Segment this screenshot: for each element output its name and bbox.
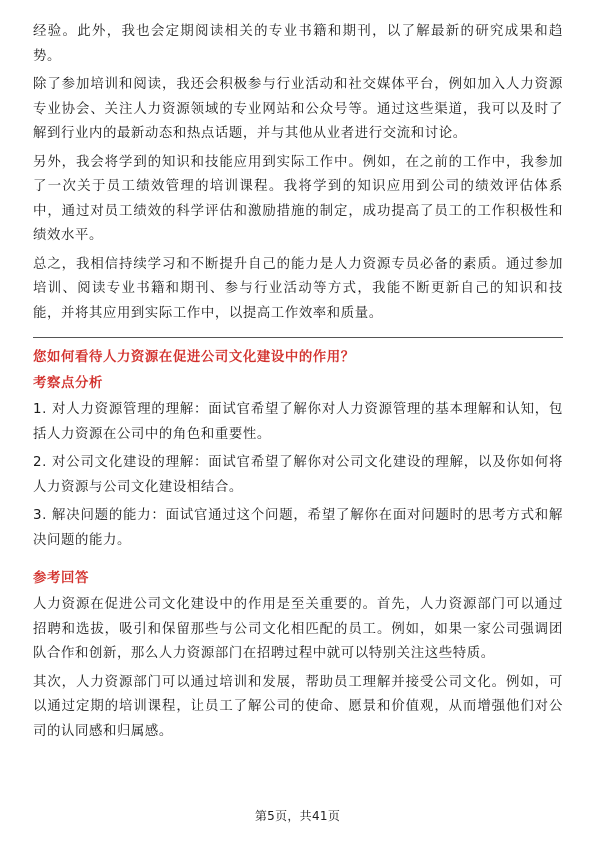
analysis-item: 1. 对人力资源管理的理解：面试官希望了解你对人力资源管理的基本理解和认知，包括人力资源在公司中的角色和重要性。 — [33, 402, 563, 442]
page-content — [33, 20, 563, 748]
intro-paragraph: 另外，我会将学到的知识和技能应用到实际工作中。例如，在之前的工作中，我参加了一次关于员工绩效管理的培训课程。我将学到的知识应用到公司的绩效评估体系中，通过对员工绩效的科学评估和激励措施的制定，成功提高了员工的工作积极性和绩效水平。 — [33, 154, 563, 243]
analysis-item: 2. 对公司文化建设的理解：面试官希望了解你对公司文化建设的理解，以及你如何将人力资源与公司文化建设相结合。 — [33, 455, 563, 495]
spacer — [33, 557, 563, 567]
intro-paragraph: 总之，我相信持续学习和不断提升自己的能力是人力资源专员必备的素质。通过参加培训、阅读专业书籍和期刊、参与行业活动等方式，我能不断更新自己的知识和技能，并将其应用到实际工作中，以提高工作效率和质量。 — [33, 256, 563, 321]
intro-paragraph: 除了参加培训和阅读，我还会积极参与行业活动和社交媒体平台，例如加入人力资源专业协会、关注人力资源领域的专业网站和公众号等。通过这些渠道，我可以及时了解到行业内的最新动态和热点话题，并与其他从业者进行交流和讨论。 — [33, 77, 563, 141]
section-divider — [33, 337, 563, 338]
answer-title: 参考回答 — [33, 571, 89, 586]
intro-paragraph: 经验。此外，我也会定期阅读相关的专业书籍和期刊，以了解最新的研究成果和趋势。 — [33, 24, 563, 64]
analysis-title: 考察点分析 — [33, 376, 103, 391]
question-heading: 您如何看待人力资源在促进公司文化建设中的作用？ — [33, 350, 355, 365]
analysis-item: 3. 解决问题的能力：面试官通过这个问题，希望了解你在面对问题时的思考方式和解决问题的能力。 — [33, 508, 563, 548]
answer-paragraph: 人力资源在促进公司文化建设中的作用是至关重要的。首先，人力资源部门可以通过招聘和选拔，吸引和保留那些与公司文化相匹配的员工。例如，如果一家公司强调团队合作和创新，那么人力资源部门在招聘过程中就可以特别关注这些特质。 — [33, 597, 563, 661]
answer-paragraph: 其次，人力资源部门可以通过培训和发展，帮助员工理解并接受公司文化。例如，可以通过定期的培训课程，让员工了解公司的使命、愿景和价值观，从而增强他们对公司的认同感和归属感。 — [33, 674, 563, 739]
page-number: 第5页，共41页 — [254, 809, 341, 823]
